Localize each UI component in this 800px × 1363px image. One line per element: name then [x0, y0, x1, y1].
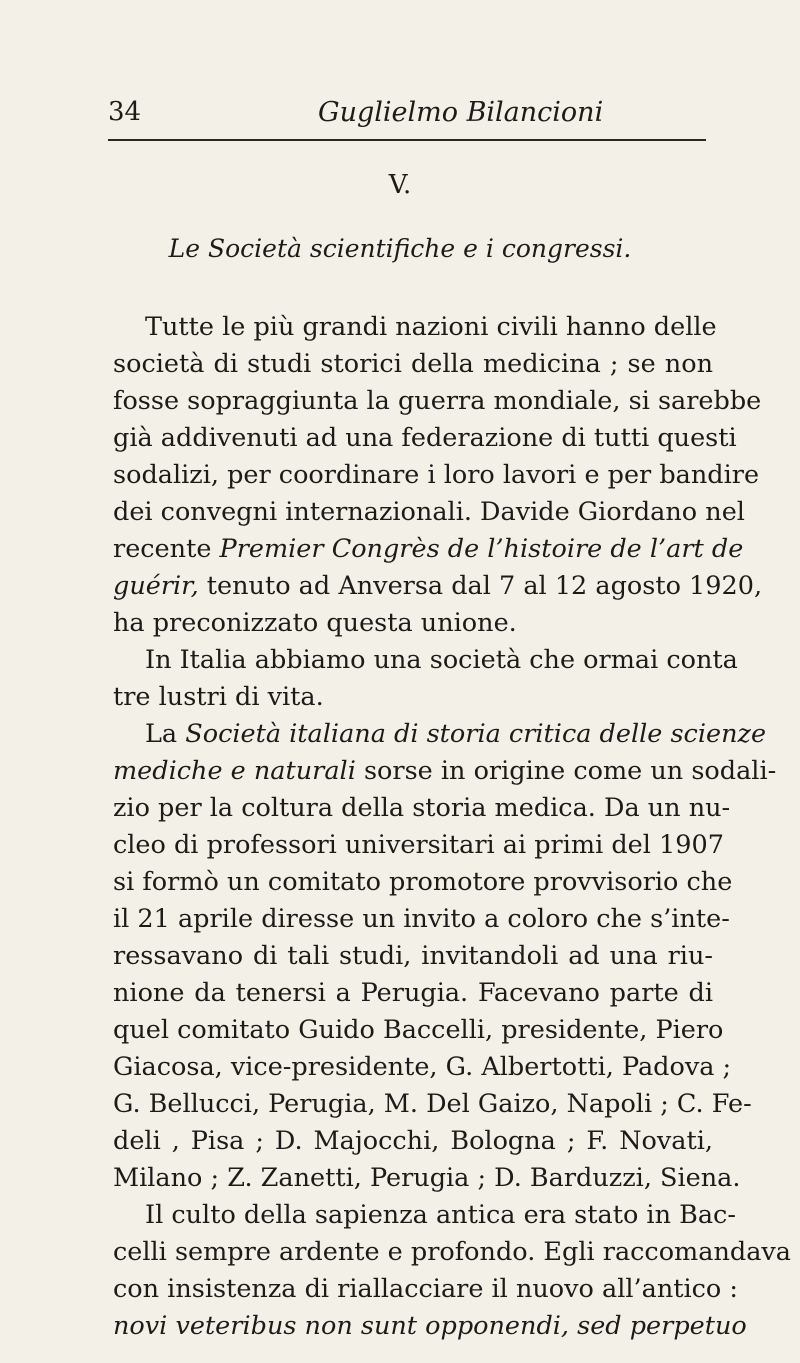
text-line: Il culto della sapienza antica era stato in Bac- — [145, 1200, 736, 1230]
page-header — [108, 97, 706, 137]
text-line: cleo di professori universitari ai primi del 1907 — [113, 830, 724, 860]
text-line: fosse sopraggiunta la guerra mondiale, si sarebbe — [113, 386, 762, 416]
text-line: La Società italiana di storia critica delle scienze — [145, 719, 767, 749]
text-line: deli , Pisa ; D. Majocchi, Bologna ; F. Novati, — [113, 1126, 713, 1156]
chapter-number: V. — [388, 170, 412, 200]
text-line: Tutte le più grandi nazioni civili hanno delle — [145, 312, 717, 342]
text-line: Milano ; Z. Zanetti, Perugia ; D. Barduzzi, Siena. — [113, 1163, 741, 1193]
text-line: quel comitato Guido Baccelli, presidente, Piero — [113, 1015, 724, 1045]
text-line: celli sempre ardente e profondo. Egli raccomandava — [113, 1237, 792, 1267]
text-line: Giacosa, vice-presidente, G. Albertotti, Padova ; — [113, 1052, 732, 1082]
text-line: zio per la coltura della storia medica. Da un nu- — [113, 793, 731, 823]
text-line: mediche e naturali sorse in origine come un sodali- — [113, 756, 777, 786]
text-line: novi veteribus non sunt opponendi, sed perpetuo — [113, 1311, 747, 1341]
text-line: guérir, tenuto ad Anversa dal 7 al 12 agosto 1920, — [113, 571, 763, 601]
header-rule — [108, 139, 706, 141]
running-head: Guglielmo Bilancioni — [318, 97, 604, 128]
text-line: il 21 aprile diresse un invito a coloro che s’inte- — [113, 904, 730, 934]
text-line: nione da tenersi a Perugia. Facevano parte di — [113, 978, 713, 1008]
text-line: ressavano di tali studi, invitandoli ad una riu- — [113, 941, 713, 971]
text-line: In Italia abbiamo una società che ormai conta — [145, 645, 738, 675]
text-line: tre lustri di vita. — [113, 682, 324, 712]
chapter-title: Le Società scientifiche e i congressi. — [168, 234, 632, 263]
text-line: dei convegni internazionali. Davide Giordano nel — [113, 497, 745, 527]
text-line: recente Premier Congrès de l’histoire de l’art de — [113, 534, 744, 564]
text-line: con insistenza di riallacciare il nuovo all’antico : — [113, 1274, 738, 1304]
text-line: sodalizi, per coordinare i loro lavori e per bandire — [113, 460, 760, 490]
text-line: si formò un comitato promotore provvisorio che — [113, 867, 733, 897]
text-line: ha preconizzato questa unione. — [113, 608, 517, 638]
text-line: già addivenuti ad una federazione di tutti questi — [113, 423, 737, 453]
text-line: G. Bellucci, Perugia, M. Del Gaizo, Napoli ; C. Fe- — [113, 1089, 752, 1119]
text-line: società di studi storici della medicina ; se non — [113, 349, 713, 379]
page-number: 34 — [108, 97, 142, 127]
